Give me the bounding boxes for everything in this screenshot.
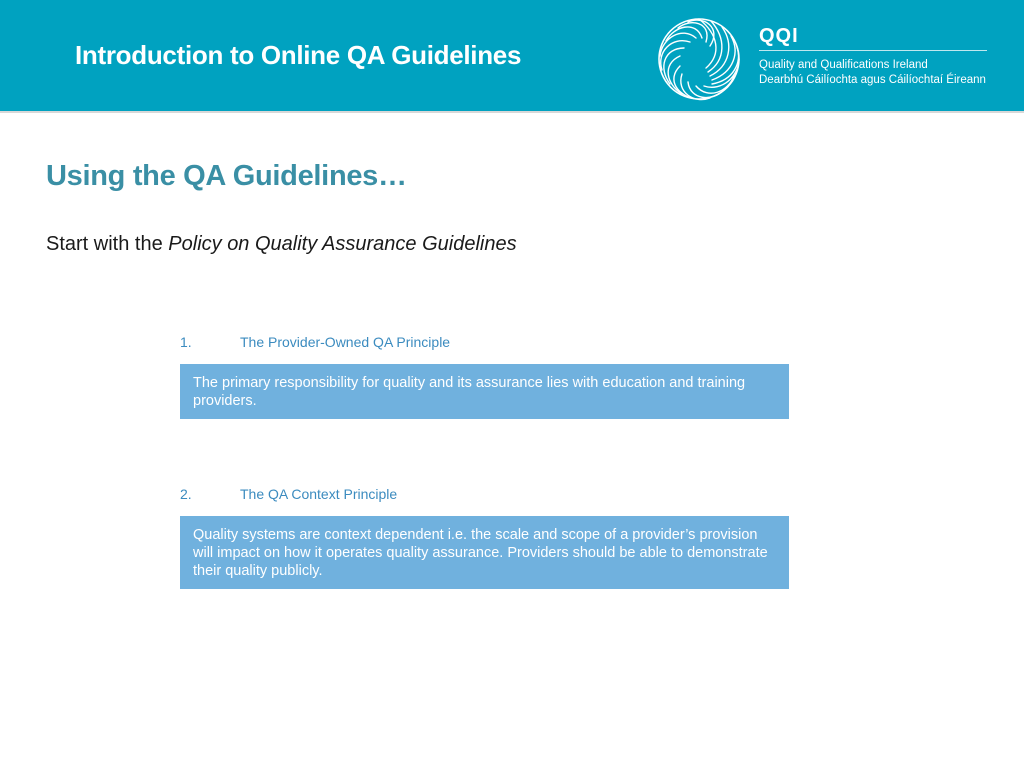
brand-tagline-english: Quality and Qualifications Ireland — [759, 59, 928, 71]
policy-title: Policy on Quality Assurance Guidelines — [168, 233, 517, 255]
principle-2-box — [180, 516, 789, 589]
principle-2-text: Quality systems are context dependent i.e. the scale and scope of a provider’s provision will impact on how it operates quality assurance. Providers should be able to demonstrate their quality publicly. — [193, 527, 768, 579]
principle-1-text: The primary responsibility for quality and its assurance lies with education and training providers. — [193, 375, 746, 409]
slide-heading: Using the QA Guidelines… — [46, 160, 407, 192]
intro-prefix: Start with the — [46, 233, 169, 255]
principle-1-title: The Provider-Owned QA Principle — [240, 334, 451, 350]
principle-1-box — [180, 364, 789, 419]
brand-name: QQI — [759, 25, 799, 47]
principle-1-number: 1. — [180, 334, 192, 350]
brand-tagline-irish: Dearbhú Cáilíochta agus Cáilíochtaí Éireann — [759, 74, 986, 86]
header-banner — [0, 0, 1024, 113]
brand-divider — [759, 50, 987, 51]
qqi-swirl-logo-icon — [656, 16, 742, 102]
principle-2-number: 2. — [180, 486, 192, 502]
principle-2-title: The QA Context Principle — [240, 486, 398, 502]
intro-text — [46, 233, 517, 256]
presentation-title: Introduction to Online QA Guidelines — [75, 40, 522, 70]
